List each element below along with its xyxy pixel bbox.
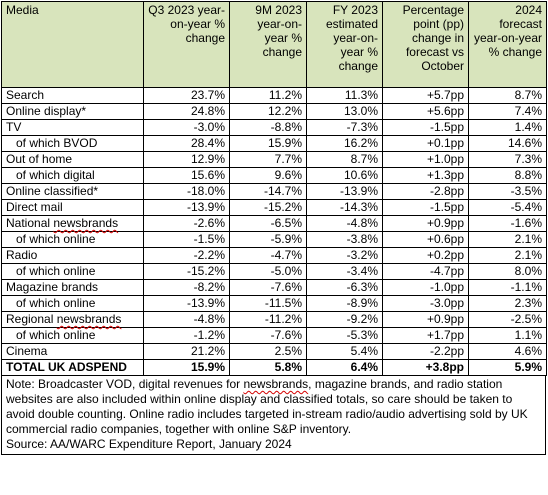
value-cell-q3: -13.9% — [144, 296, 230, 312]
value-cell-f24: 8.8% — [469, 168, 547, 184]
header-2024-forecast: 2024 forecast year-on-year % change — [469, 2, 547, 88]
value-cell-q3: 15.6% — [144, 168, 230, 184]
value-cell-f24: -1.1% — [469, 280, 547, 296]
value-cell-pp: -2.8pp — [383, 184, 469, 200]
value-cell-fy: -13.9% — [307, 184, 383, 200]
value-cell-pp: -1.5pp — [383, 200, 469, 216]
media-cell: of which online — [2, 232, 144, 248]
value-cell-fy: 8.7% — [307, 152, 383, 168]
value-cell-q3: -13.9% — [144, 200, 230, 216]
note-newsbrands-word: newsbrands — [243, 377, 309, 391]
value-cell-fy: -9.2% — [307, 312, 383, 328]
value-cell-q3: 28.4% — [144, 136, 230, 152]
table-row — [2, 280, 547, 296]
value-cell-q3: -18.0% — [144, 184, 230, 200]
media-cell: Radio — [2, 248, 144, 264]
header-q3-2023: Q3 2023 year-on-year % change — [144, 2, 230, 88]
value-cell-f24: -1.6% — [469, 216, 547, 232]
media-label: National newsbrands — [6, 216, 119, 230]
value-cell-f24: 8.7% — [469, 88, 547, 104]
value-cell-m9: -14.7% — [230, 184, 307, 200]
spellcheck-word: newsbrands — [53, 216, 119, 230]
table-row — [2, 184, 547, 200]
value-cell-fy: -3.4% — [307, 264, 383, 280]
value-cell-f24: -3.5% — [469, 184, 547, 200]
value-cell-fy: -3.2% — [307, 248, 383, 264]
value-cell-pp: -2.2pp — [383, 344, 469, 360]
table-row — [2, 136, 547, 152]
value-cell-f24: -5.4% — [469, 200, 547, 216]
value-cell-pp: -1.0pp — [383, 280, 469, 296]
value-cell-f24: 4.6% — [469, 344, 547, 360]
media-cell: of which BVOD — [2, 136, 144, 152]
table-row — [2, 168, 547, 184]
media-cell: of which online — [2, 264, 144, 280]
media-label: Regional newsbrands — [6, 312, 122, 326]
value-cell-q3: -8.2% — [144, 280, 230, 296]
value-cell-pp: +0.9pp — [383, 216, 469, 232]
value-cell-q3: -2.6% — [144, 216, 230, 232]
table-row — [2, 88, 547, 104]
value-cell-m9: -11.5% — [230, 296, 307, 312]
note-text-start: Note: Broadcaster VOD, digital revenues for — [6, 377, 244, 391]
value-cell-q3: 15.9% — [144, 360, 230, 376]
media-cell: Direct mail — [2, 200, 144, 216]
media-cell: Magazine brands — [2, 280, 144, 296]
table-row — [2, 312, 547, 328]
value-cell-fy: -14.3% — [307, 200, 383, 216]
value-cell-f24: 1.4% — [469, 120, 547, 136]
value-cell-pp: +0.6pp — [383, 232, 469, 248]
value-cell-fy: 6.4% — [307, 360, 383, 376]
value-cell-f24: 2.1% — [469, 232, 547, 248]
table-note — [1, 376, 546, 455]
table-row — [2, 200, 547, 216]
table-row — [2, 104, 547, 120]
value-cell-m9: 2.5% — [230, 344, 307, 360]
value-cell-m9: -8.8% — [230, 120, 307, 136]
value-cell-f24: 8.0% — [469, 264, 547, 280]
value-cell-m9: -7.6% — [230, 280, 307, 296]
value-cell-m9: -15.2% — [230, 200, 307, 216]
value-cell-pp: -4.7pp — [383, 264, 469, 280]
value-cell-pp: +1.7pp — [383, 328, 469, 344]
value-cell-m9: 5.8% — [230, 360, 307, 376]
table-row — [2, 216, 547, 232]
table-row — [2, 344, 547, 360]
header-media: Media — [2, 2, 144, 88]
note-text-rest: , magazine brands, and radio station websites are also included within online display and classified totals, so care should be taken to avoid double counting. Online radio includes targeted in-stream radio/audio advertising sold by UK commercial radio companies, together with online S&P inventory. — [6, 377, 528, 436]
value-cell-q3: 12.9% — [144, 152, 230, 168]
media-cell — [2, 312, 144, 328]
adspend-table-container — [1, 1, 546, 455]
value-cell-q3: 21.2% — [144, 344, 230, 360]
media-cell: Online classified* — [2, 184, 144, 200]
table-row — [2, 152, 547, 168]
total-row — [2, 360, 547, 376]
value-cell-q3: -1.2% — [144, 328, 230, 344]
value-cell-q3: -2.2% — [144, 248, 230, 264]
value-cell-pp: +5.6pp — [383, 104, 469, 120]
media-cell: of which online — [2, 296, 144, 312]
media-cell: of which digital — [2, 168, 144, 184]
value-cell-q3: -15.2% — [144, 264, 230, 280]
value-cell-m9: 12.2% — [230, 104, 307, 120]
value-cell-fy: -7.3% — [307, 120, 383, 136]
value-cell-m9: 15.9% — [230, 136, 307, 152]
value-cell-pp: +0.9pp — [383, 312, 469, 328]
table-row — [2, 296, 547, 312]
value-cell-pp: +1.0pp — [383, 152, 469, 168]
media-cell: TOTAL UK ADSPEND — [2, 360, 144, 376]
media-cell: Online display* — [2, 104, 144, 120]
value-cell-f24: 7.3% — [469, 152, 547, 168]
media-cell: Out of home — [2, 152, 144, 168]
media-cell — [2, 216, 144, 232]
media-cell: Search — [2, 88, 144, 104]
value-cell-m9: -6.5% — [230, 216, 307, 232]
value-cell-pp: +1.3pp — [383, 168, 469, 184]
value-cell-fy: 11.3% — [307, 88, 383, 104]
table-row — [2, 264, 547, 280]
value-cell-f24: 5.9% — [469, 360, 547, 376]
value-cell-fy: 16.2% — [307, 136, 383, 152]
value-cell-pp: +0.2pp — [383, 248, 469, 264]
value-cell-f24: 7.4% — [469, 104, 547, 120]
value-cell-m9: -7.6% — [230, 328, 307, 344]
table-row — [2, 248, 547, 264]
value-cell-q3: -3.0% — [144, 120, 230, 136]
value-cell-m9: 7.7% — [230, 152, 307, 168]
value-cell-fy: -5.3% — [307, 328, 383, 344]
value-cell-fy: -8.9% — [307, 296, 383, 312]
value-cell-fy: 13.0% — [307, 104, 383, 120]
value-cell-pp: +5.7pp — [383, 88, 469, 104]
header-9m-2023: 9M 2023 year-on-year % change — [230, 2, 307, 88]
value-cell-fy: 5.4% — [307, 344, 383, 360]
table-row — [2, 328, 547, 344]
value-cell-m9: -5.0% — [230, 264, 307, 280]
value-cell-f24: -2.5% — [469, 312, 547, 328]
media-cell: Cinema — [2, 344, 144, 360]
value-cell-fy: -3.8% — [307, 232, 383, 248]
value-cell-f24: 2.1% — [469, 248, 547, 264]
table-row — [2, 120, 547, 136]
value-cell-q3: 24.8% — [144, 104, 230, 120]
media-cell: TV — [2, 120, 144, 136]
table-row — [2, 232, 547, 248]
value-cell-f24: 1.1% — [469, 328, 547, 344]
value-cell-m9: -11.2% — [230, 312, 307, 328]
value-cell-q3: -4.8% — [144, 312, 230, 328]
value-cell-q3: -1.5% — [144, 232, 230, 248]
header-row — [2, 2, 547, 88]
value-cell-fy: -4.8% — [307, 216, 383, 232]
value-cell-pp: +0.1pp — [383, 136, 469, 152]
value-cell-m9: 9.6% — [230, 168, 307, 184]
value-cell-fy: 10.6% — [307, 168, 383, 184]
spellcheck-word: newsbrands — [56, 312, 122, 326]
value-cell-pp: -1.5pp — [383, 120, 469, 136]
header-fy-2023: FY 2023 estimated year-on-year % change — [307, 2, 383, 88]
value-cell-f24: 2.3% — [469, 296, 547, 312]
value-cell-f24: 14.6% — [469, 136, 547, 152]
note-source: Source: AA/WARC Expenditure Report, January 2024 — [6, 437, 292, 451]
value-cell-fy: -6.3% — [307, 280, 383, 296]
header-pp-change: Percentage point (pp) change in forecast vs October — [383, 2, 469, 88]
value-cell-m9: -4.7% — [230, 248, 307, 264]
value-cell-q3: 23.7% — [144, 88, 230, 104]
value-cell-pp: +3.8pp — [383, 360, 469, 376]
adspend-table — [1, 1, 547, 376]
value-cell-pp: -3.0pp — [383, 296, 469, 312]
value-cell-m9: -5.9% — [230, 232, 307, 248]
media-cell: of which online — [2, 328, 144, 344]
value-cell-m9: 11.2% — [230, 88, 307, 104]
